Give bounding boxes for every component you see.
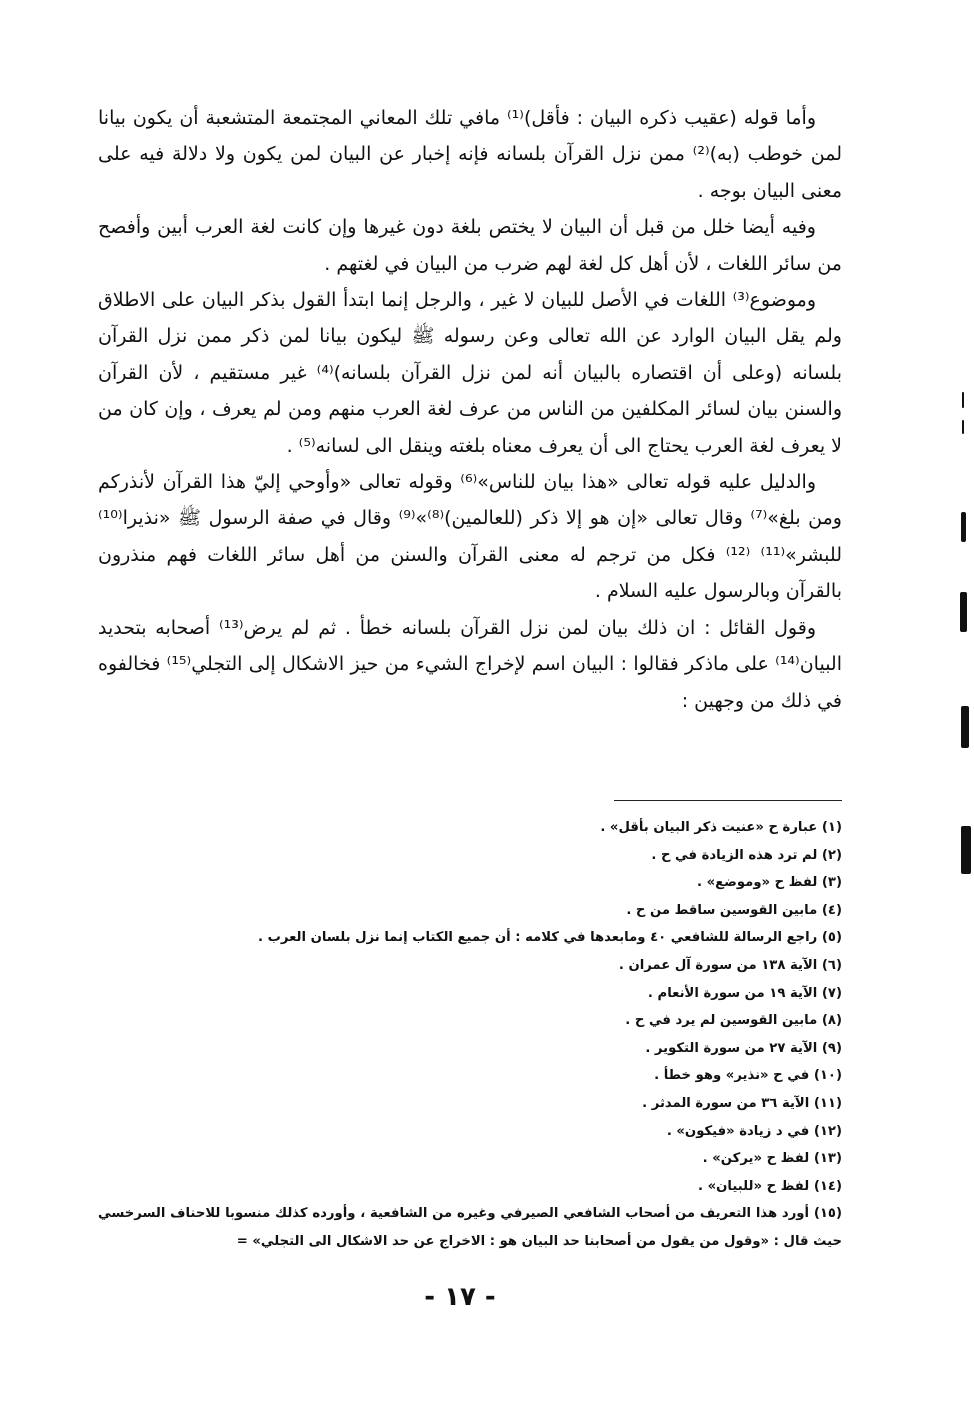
footnote-4: (٤) مابين القوسين ساقط من ح . [626, 902, 842, 918]
footnote-7: (٧) الآية ١٩ من سورة الأنعام . [647, 985, 842, 1001]
scan-edge-mark [962, 420, 964, 434]
body-text [98, 100, 842, 719]
scan-edge-mark [962, 392, 964, 408]
paragraph-4: والدليل عليه قوله تعالى «هذا بيان للناس»⁽⁶⁾ وقوله تعالى «وأوحي إليّ هذا القرآن لأنذركم ومن بلغ»⁽⁷⁾ وقال تعالى «إن هو إلا ذكر (للعالمين)⁽⁸⁾»⁽⁹⁾ وقال في صفة الرسول ﷺ «نذيرا⁽¹⁰⁾ للبشر»⁽¹¹⁾ ⁽¹²⁾ فكل من ترجم له معنى القرآن والسنن من أهل سائر اللغات فهم منذرون بالقرآن وبالرسول عليه السلام . [98, 471, 842, 603]
footnote-1: (١) عبارة ح «عنيت ذكر البيان بأقل» . [600, 820, 842, 835]
paragraph-5: وقول القائل : ان ذلك بيان لمن نزل القرآن بلسانه خطأ . ثم لم يرض⁽¹³⁾ أصحابه بتحديد البيان⁽¹⁴⁾ على ماذكر فقالوا : البيان اسم لإخراج الشيء من حيز الاشكال إلى التجلي⁽¹⁵⁾ فخالفوه في ذلك من وجهين : [98, 616, 842, 712]
footnote-8: (٨) مابين القوسين لم يرد في ح . [625, 1013, 842, 1029]
footnote-14: (١٤) لفظ ح «للبيان» . [698, 1178, 842, 1194]
footnote-13: (١٣) لفظ ح «يركن» . [702, 1151, 842, 1167]
scan-edge-mark [961, 706, 969, 748]
scan-edge-mark [960, 592, 967, 632]
page-number: - ١٧ - [424, 1282, 496, 1312]
footnote-5: (٥) راجع الرسالة للشافعي ٤٠ ومابعدها في كلامه : أن جميع الكتاب إنما نزل بلسان العرب . [258, 930, 842, 946]
footnote-2: (٢) لم ترد هذه الزيادة في ح . [651, 847, 842, 863]
paragraph-3: وموضوع⁽³⁾ اللغات في الأصل للبيان لا غير ، والرجل إنما ابتدأ القول بذكر البيان على الاطلاق ولم يقل البيان الوارد عن الله تعالى وعن رسوله ﷺ ليكون بيانا لمن ذكر ممن نزل القرآن بلسانه (وعلى أن اقتصاره بالبيان أنه لمن نزل القرآن بلسانه)⁽⁴⁾ غير مستقيم ، لأن القرآن والسنن بيان لسائر المكلفين من الناس من عرف لغة العرب منهم ومن لم يعرف ، وإن كان من لا يعرف لغة العرب يحتاج الى أن يعرف معناه بلغته وينقل الى لسانه⁽⁵⁾ . [98, 289, 842, 457]
footnote-9: (٩) الآية ٢٧ من سورة التكوير . [645, 1040, 842, 1056]
footnote-10: (١٠) في ح «نذير» وهو خطأ . [654, 1068, 842, 1084]
footnote-11: (١١) الآية ٣٦ من سورة المدثر . [642, 1095, 842, 1111]
paragraph-1: وأما قوله (عقيب ذكره البيان : فأقل)⁽¹⁾ مافي تلك المعاني المجتمعة المتشعبة أن يكون بيانا لمن خوطب (به)⁽²⁾ ممن نزل القرآن بلسانه فإنه إخبار عن البيان لمن يكون ولا دلالة فيه على معنى البيان بوجه . [98, 107, 842, 202]
footnote-15: (١٥) أورد هذا التعريف من أصحاب الشافعي الصيرفي وغيره من الشافعية ، وأورده كذلك منسوبا للاحناف السرخسي حيث قال : «وقول من يقول من أصحابنا حد البيان هو : الاخراج عن حد الاشكال الى التجلي» = [98, 1206, 842, 1249]
footnotes [98, 814, 842, 1256]
paragraph-2: وفيه أيضا خلل من قبل أن البيان لا يختص بلغة دون غيرها وإن كانت لغة العرب أبين وأفصح من سائر اللغات ، لأن أهل كل لغة لهم ضرب من البيان في لغتهم . [98, 216, 842, 275]
scan-edge-mark [961, 512, 966, 542]
scan-edge-mark [961, 826, 971, 874]
footnote-3: (٣) لفظ ح «وموضع» . [697, 875, 842, 891]
footnote-6: (٦) الآية ١٣٨ من سورة آل عمران . [618, 957, 842, 973]
footnote-12: (١٢) في د زيادة «فيكون» . [666, 1123, 842, 1139]
footnote-separator [614, 800, 842, 801]
